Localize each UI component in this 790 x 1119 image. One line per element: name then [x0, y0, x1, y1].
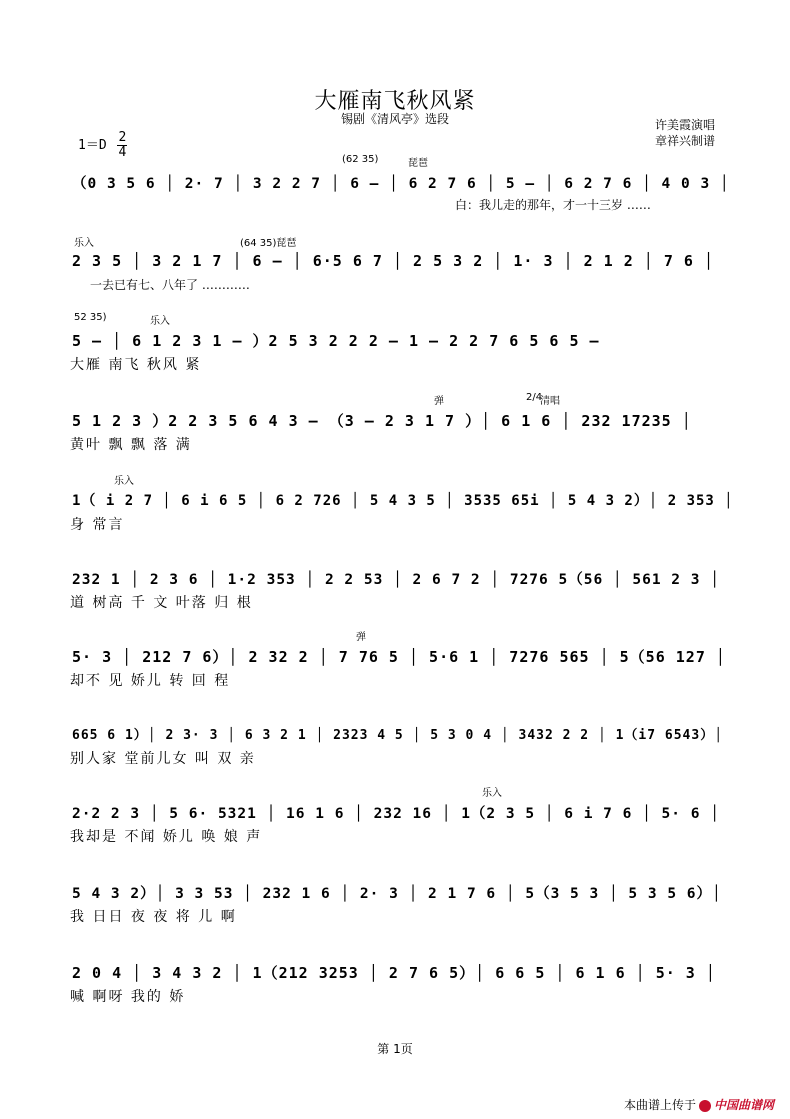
- notation-system: [70, 870, 738, 930]
- notation-line: 2 0 4 │ 3 4 3 2 │ 1（212 3253 │ 2 7 6 5）│ 6 6 5 │ 6 1 6 │ 5· 3 │: [72, 964, 716, 982]
- performance-mark: 乐入: [114, 476, 134, 487]
- performance-mark: 2/4: [526, 392, 543, 403]
- notation-line: 5· 3 │ 212 7 6）│ 2 32 2 │ 7 76 5 │ 5·6 1 │ 7276 565 │ 5（56 127 │: [72, 648, 726, 666]
- notation-system: [70, 556, 738, 616]
- key-signature: [78, 131, 127, 160]
- performance-mark: 52 35): [74, 312, 107, 323]
- time-numerator: 2: [118, 130, 127, 145]
- notation-system: [70, 478, 738, 538]
- performance-mark: 琵琶: [408, 158, 428, 169]
- performance-mark: 清唱: [540, 396, 560, 407]
- notation-line: 665 6 1）│ 2 3· 3 │ 6 3 2 1 │ 2323 4 5 │ 5 3 0 4 │ 3432 2 2 │ 1（i7 6543）│: [72, 728, 724, 743]
- performance-mark: 乐入: [482, 788, 502, 799]
- site-logo-icon: [699, 1100, 711, 1112]
- score-subtitle: 锡剧《清风亭》选段: [340, 112, 449, 126]
- upload-text: 本曲谱上传于: [623, 1098, 696, 1112]
- performance-mark: 弹: [434, 396, 444, 407]
- performance-mark: 乐入: [150, 316, 170, 327]
- notation-system: [70, 312, 738, 378]
- notation-line: 2·2 2 3 │ 5 6· 5321 │ 16 1 6 │ 232 16 │ 1（2 3 5 │ 6 i 7 6 │ 5· 6 │: [72, 806, 720, 822]
- spoken-line: 一去已有七、八年了 …………: [90, 278, 250, 292]
- page-number: 第 1页: [377, 1042, 413, 1056]
- lyric-line: 我却是 不闻 娇儿 唤 娘 声: [70, 829, 263, 845]
- arranger-credit: 章祥兴制谱: [655, 134, 716, 148]
- upload-notice: [624, 1096, 774, 1113]
- lyric-line: 身 常言: [70, 517, 125, 533]
- notation-line: 5 4 3 2）│ 3 3 53 │ 232 1 6 │ 2· 3 │ 2 1 7 6 │ 5（3 5 3 │ 5 3 5 6）│: [72, 886, 722, 902]
- lyric-line: 黄叶 飘 飘 落 满: [70, 437, 192, 453]
- notation-system: [70, 712, 738, 772]
- lyric-line: 却不 见 娇儿 转 回 程: [70, 673, 231, 689]
- lyric-line: 大雁 南飞 秋风 紧: [70, 357, 202, 373]
- notation-system: [70, 154, 738, 220]
- notation-line: 5 1 2 3 ）2 2 3 5 6 4 3 — （3 — 2 3 1 7 ）│ 6 1 6 │ 232 17235 │: [72, 412, 692, 430]
- lyric-line: 我 日日 夜 夜 将 儿 啊: [70, 909, 237, 925]
- notation-line: 2 3 5 │ 3 2 1 7 │ 6 — │ 6·5 6 7 │ 2 5 3 2 │ 1· 3 │ 2 1 2 │ 7 6 │: [72, 252, 714, 270]
- notation-system: [70, 790, 738, 850]
- performance-mark: 乐入: [74, 238, 94, 249]
- performance-mark: (64 35)琵琶: [240, 238, 297, 249]
- spoken-line: 白：我儿走的那年，才一十三岁 ……: [455, 198, 651, 212]
- notation-system: [70, 950, 738, 1010]
- notation-line: 232 1 │ 2 3 6 │ 1·2 353 │ 2 2 53 │ 2 6 7 2 │ 7276 5（56 │ 561 2 3 │: [72, 572, 720, 588]
- lyric-line: 喊 啊呀 我的 娇: [70, 989, 186, 1005]
- site-brand: 中国曲谱网: [713, 1098, 774, 1112]
- lyric-line: 别人家 堂前儿女 叫 双 亲: [70, 751, 256, 767]
- notation-line: 5 — │ 6 1 2 3 1 — ）2 5 3 2 2 2 — 1 — 2 2 7 6 5 6 5 —: [72, 332, 600, 350]
- notation-line: 1（ i 2 7 │ 6 i 6 5 │ 6 2 726 │ 5 4 3 5 │ 3535 65i │ 5 4 3 2）│ 2 353 │: [72, 493, 734, 509]
- notation-line: （0 3 5 6 │ 2· 7 │ 3 2 2 7 │ 6 — │ 6 2 7 6 │ 5 — │ 6 2 7 6 │ 4 0 3 │: [72, 176, 730, 192]
- notation-system: [70, 634, 738, 694]
- notation-system: [70, 392, 738, 458]
- singer-credit: 许美霞演唱: [655, 118, 716, 132]
- time-signature: [117, 131, 127, 160]
- score-title: 大雁南飞秋风紧: [314, 89, 476, 114]
- notation-system: [70, 240, 738, 300]
- performance-mark: 弹: [356, 632, 366, 643]
- time-denominator: 4: [118, 145, 127, 160]
- key-label: 1＝D: [78, 138, 107, 153]
- lyric-line: 道 树高 千 文 叶落 归 根: [70, 595, 253, 611]
- performance-mark: (62 35): [342, 154, 379, 165]
